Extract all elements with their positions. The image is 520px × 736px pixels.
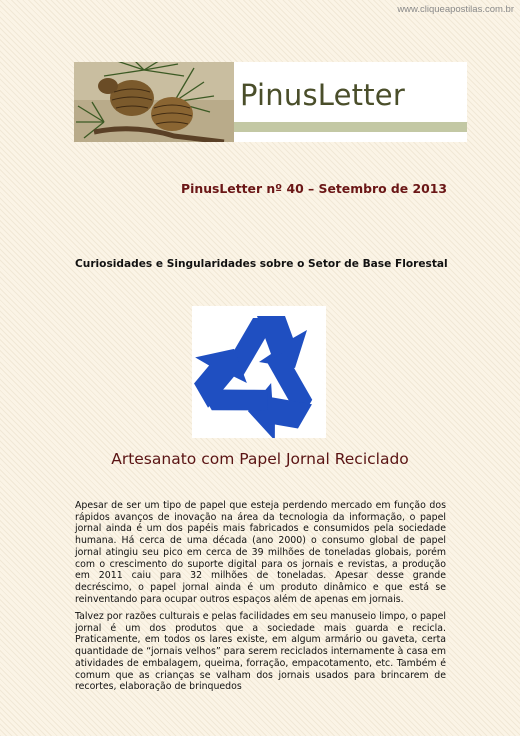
body-paragraph: Talvez por razões culturais e pelas facilidades em seu manuseio limpo, o papel jornal é um dos produtos que a sociedade mais guarda e recicla. Praticamente, em todos os lares existe, em algum armário ou gaveta, certa quantidade de “jornais velhos” para serem reciclados internamente à casa em atividades de embalagem, queima, forração, empacotamento, etc. Também é comum que as crianças se valham dos jornais usados para brincarem de recortes, elaboração de brinquedos — [75, 611, 446, 693]
site-watermark: www.cliqueapostilas.com.br — [397, 4, 514, 15]
article-title: Artesanato com Papel Jornal Reciclado — [111, 450, 409, 468]
recycle-figure — [192, 306, 326, 438]
newsletter-banner — [74, 62, 467, 142]
banner-title: PinusLetter — [240, 78, 405, 112]
pine-cones-photo — [74, 62, 234, 142]
body-paragraph: Apesar de ser um tipo de papel que esteja perdendo mercado em função dos rápidos avanços de inovação na área da tecnologia da informação, o papel jornal ainda é um dos papéis mais fabricados e consumidos pela sociedade humana. Há cerca de uma década (ano 2000) o consumo global de papel jornal atingiu seu pico em cerca de 39 milhões de toneladas globais, porém com o crescimento do suporte digital para os jornais e revistas, a produção em 2011 caiu para 32 milhões de toneladas. Apesar desse grande decréscimo, o papel jornal ainda é um produto dinâmico e que está se reinventando para ocupar outros espaços além de apenas em jornais. — [75, 500, 446, 605]
section-heading: Curiosidades e Singularidades sobre o Setor de Base Florestal — [75, 258, 448, 270]
banner-stripe — [234, 122, 467, 132]
issue-line: PinusLetter nº 40 – Setembro de 2013 — [181, 181, 447, 196]
recycle-icon — [192, 306, 326, 438]
